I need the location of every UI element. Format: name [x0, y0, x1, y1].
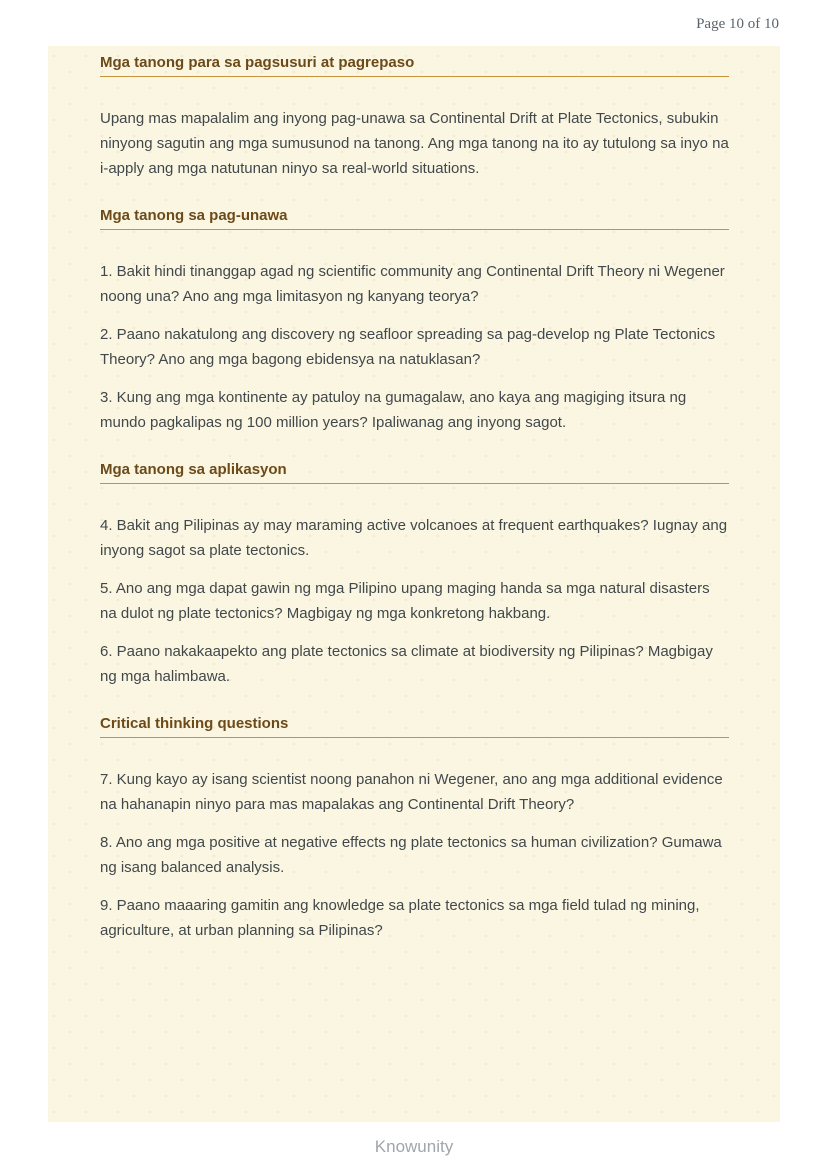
question-item-4: 4. Bakit ang Pilipinas ay may maraming active volcanoes at frequent earthquakes? Iugnay ang inyong sagot sa plate tectonics.	[100, 517, 728, 559]
section-heading: Mga tanong para sa pagsusuri at pagrepaso	[100, 53, 729, 77]
section-heading: Mga tanong sa aplikasyon	[100, 460, 729, 484]
section-application-questions	[100, 460, 729, 689]
question-item-9: 9. Paano maaaring gamitin ang knowledge sa plate tectonics sa mga field tulad ng mining, agriculture, at urban planning sa Pilipinas?	[100, 897, 700, 939]
question-item-8: 8. Ano ang mga positive at negative effects ng plate tectonics sa human civilization? Gumawa ng isang balanced analysis.	[100, 834, 722, 876]
page-indicator: Page 10 of 10	[696, 16, 779, 32]
question-item-5: 5. Ano ang mga dapat gawin ng mga Pilipino upang maging handa sa mga natural disasters na dulot ng plate tectonics? Magbigay ng mga konkretong hakbang.	[100, 580, 710, 622]
section-comprehension-questions	[100, 206, 729, 435]
question-item-2: 2. Paano nakatulong ang discovery ng seafloor spreading sa pag-develop ng Plate Tectonics Theory? Ano ang mga bagong ebidensya na natuklasan?	[100, 326, 716, 368]
intro-paragraph: Upang mas mapalalim ang inyong pag-unawa sa Continental Drift at Plate Tectonics, subukin ninyong sagutin ang mga sumusunod na tanong. Ang mga tanong na ito ay tutulong sa inyo na i-apply ang mga natutunan ninyo sa real-world situations.	[100, 110, 729, 177]
question-item-7: 7. Kung kayo ay isang scientist noong panahon ni Wegener, ano ang mga additional evidence na hahanapin ninyo para mas mapalakas ang Continental Drift Theory?	[100, 771, 723, 813]
document-sheet	[48, 46, 780, 1122]
question-item-1: 1. Bakit hindi tinanggap agad ng scientific community ang Continental Drift Theory ni Wegener noong una? Ano ang mga limitasyon ng kanyang teorya?	[100, 263, 725, 305]
question-item-6: 6. Paano nakakaapekto ang plate tectonics sa climate at biodiversity ng Pilipinas? Magbigay ng mga halimbawa.	[100, 643, 713, 685]
question-item-3: 3. Kung ang mga kontinente ay patuloy na gumagalaw, ano kaya ang magiging itsura ng mundo pagkalipas ng 100 million years? Ipaliwanag ang inyong sagot.	[100, 389, 687, 431]
section-heading: Mga tanong sa pag-unawa	[100, 206, 729, 230]
footer-brand: Knowunity	[374, 1137, 454, 1156]
section-review-questions	[100, 53, 729, 181]
section-heading: Critical thinking questions	[100, 714, 729, 738]
section-critical-thinking-questions	[100, 714, 729, 943]
